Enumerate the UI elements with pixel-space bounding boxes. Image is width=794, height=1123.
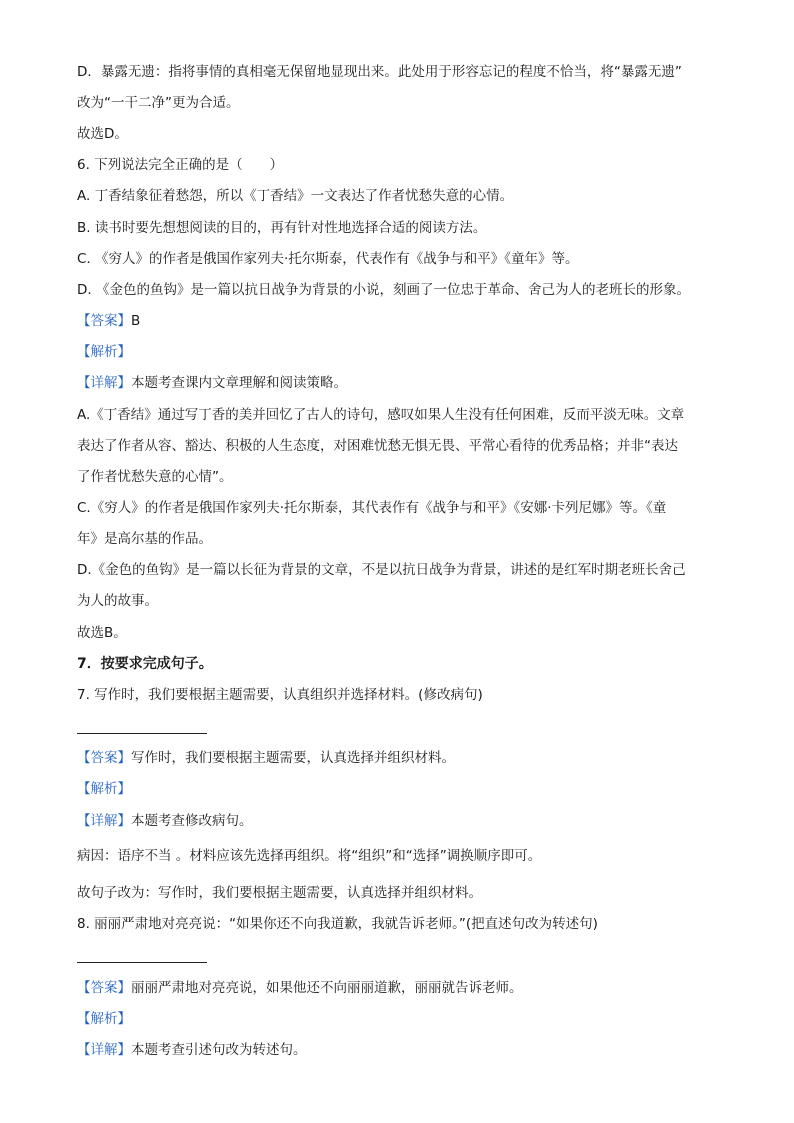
text-line: D．暴露无遗：指将事情的真相毫无保留地显现出来。此处用于形容忘记的程度不恰当，将“暴露无遗” bbox=[77, 64, 682, 80]
question-6-stem: 6. 下列说法完全正确的是（ ） bbox=[77, 157, 284, 173]
answer-text: 丽丽严肃地对亮亮说，如果他还不向丽丽道歉，丽丽就告诉老师。 bbox=[131, 980, 523, 996]
text-line: 年》是高尔基的作品。 bbox=[77, 531, 212, 547]
answer-text: B bbox=[131, 313, 141, 329]
detail-text: 本题考查修改病句。 bbox=[131, 813, 253, 829]
option-c: C. 《穷人》的作者是俄国作家列夫·托尔斯泰，代表作有《战争与和平》《童年》等。 bbox=[77, 251, 579, 267]
analysis-line bbox=[77, 1009, 131, 1029]
text-line: C.《穷人》的作者是俄国作家列夫·托尔斯泰，其代表作有《战争与和平》《安娜·卡列尼娜》等。《童 bbox=[77, 500, 667, 516]
answer-tag: 【答案】 bbox=[77, 980, 131, 996]
text-line: 故选D。 bbox=[77, 126, 128, 142]
analysis-line bbox=[77, 342, 131, 362]
answer-line bbox=[77, 748, 455, 768]
detail-line bbox=[77, 811, 253, 831]
detail-tag: 【详解】 bbox=[77, 375, 131, 391]
text-line: 为人的故事。 bbox=[77, 593, 158, 609]
text-line: D.《金色的鱼钩》是一篇以长征为背景的文章，不是以抗日战争为背景，讲述的是红军时期老班长舍己 bbox=[77, 562, 686, 578]
detail-text: 本题考查引述句改为转述句。 bbox=[131, 1042, 307, 1058]
text-line: 病因：语序不当 。材料应该先选择再组织。将“组织”和“选择”调换顺序即可。 bbox=[77, 848, 542, 864]
answer-blank bbox=[77, 733, 207, 734]
option-b: B. 读书时要先想想阅读的目的，再有针对性地选择合适的阅读方法。 bbox=[77, 220, 487, 236]
question-7-stem: 7. 写作时，我们要根据主题需要，认真组织并选择材料。(修改病句) bbox=[77, 687, 483, 703]
text-line: 表达了作者从容、豁达、积极的人生态度，对困难忧愁无惧无畏、平常心看待的优秀品格；并非“表达 bbox=[77, 438, 678, 454]
section-heading: 7．按要求完成句子。 bbox=[77, 656, 213, 672]
option-a: A. 丁香结象征着愁怨，所以《丁香结》一文表达了作者忧愁失意的心情。 bbox=[77, 188, 514, 204]
analysis-tag: 【解析】 bbox=[77, 781, 131, 797]
answer-line bbox=[77, 978, 523, 998]
analysis-tag: 【解析】 bbox=[77, 1011, 131, 1027]
answer-text: 写作时，我们要根据主题需要，认真选择并组织材料。 bbox=[131, 750, 455, 766]
detail-text: 本题考查课内文章理解和阅读策略。 bbox=[131, 375, 347, 391]
answer-blank bbox=[77, 962, 207, 963]
text-line: 故句子改为：写作时，我们要根据主题需要，认真选择并组织材料。 bbox=[77, 885, 482, 901]
text-line: 了作者忧愁失意的心情”。 bbox=[77, 469, 233, 485]
option-d: D. 《金色的鱼钩》是一篇以抗日战争为背景的小说，刻画了一位忠于革命、舍己为人的老班长的形象。 bbox=[77, 282, 690, 298]
analysis-tag: 【解析】 bbox=[77, 344, 131, 360]
answer-line bbox=[77, 311, 140, 331]
text-line: 改为“一干二净”更为合适。 bbox=[77, 95, 240, 111]
text-line: 故选B。 bbox=[77, 625, 127, 641]
question-8-stem: 8. 丽丽严肃地对亮亮说：“如果你还不向我道歉，我就告诉老师。”(把直述句改为转述句) bbox=[77, 916, 598, 932]
detail-line bbox=[77, 1040, 307, 1060]
detail-tag: 【详解】 bbox=[77, 1042, 131, 1058]
analysis-line bbox=[77, 779, 131, 799]
answer-tag: 【答案】 bbox=[77, 313, 131, 329]
answer-tag: 【答案】 bbox=[77, 750, 131, 766]
text-line: A.《丁香结》通过写丁香的美并回忆了古人的诗句，感叹如果人生没有任何困难，反而平淡无味。文章 bbox=[77, 407, 685, 423]
detail-line bbox=[77, 373, 347, 393]
detail-tag: 【详解】 bbox=[77, 813, 131, 829]
